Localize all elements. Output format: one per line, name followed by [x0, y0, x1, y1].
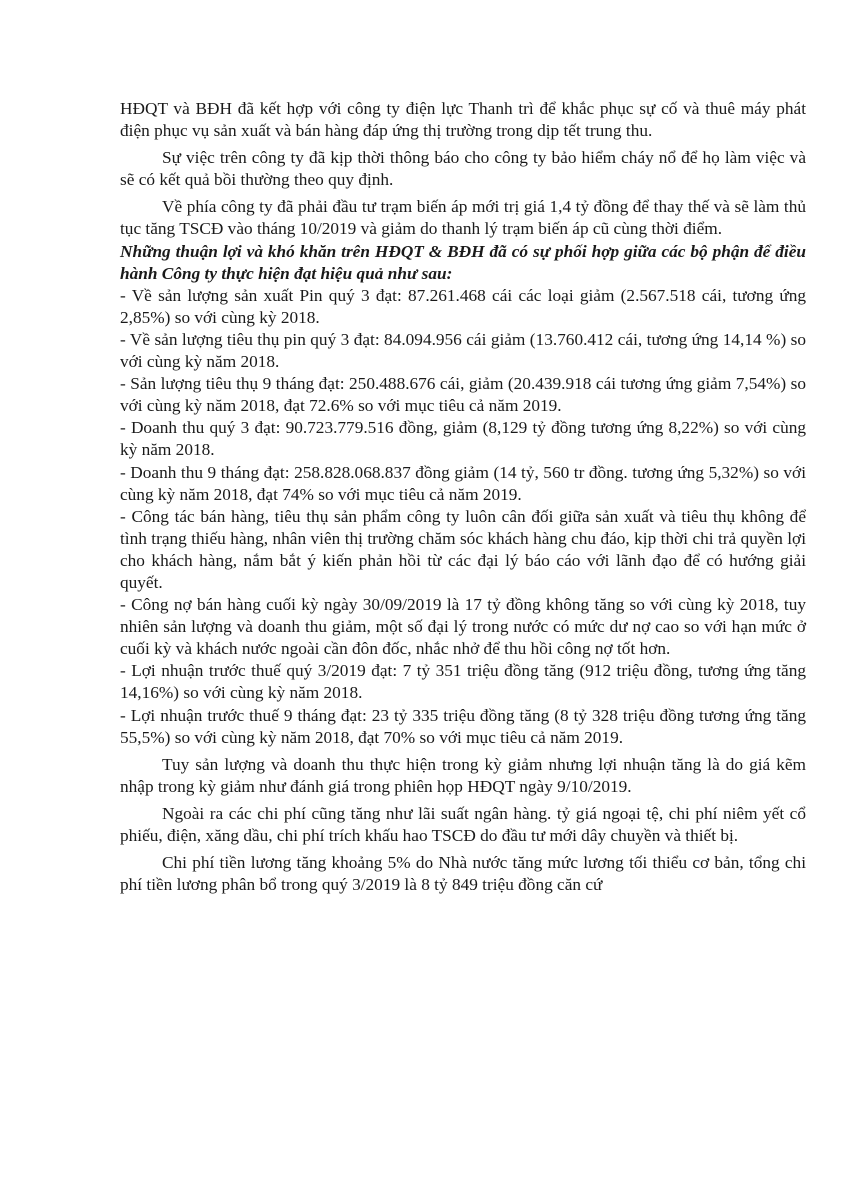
bullet-q3-revenue: - Doanh thu quý 3 đạt: 90.723.779.516 đồng, giảm (8,129 tỷ đồng tương ứng 8,22%) so với cùng kỳ năm 2018.	[120, 418, 806, 460]
paragraph-power-incident: HĐQT và BĐH đã kết hợp với công ty điện lực Thanh trì để khắc phục sự cố và thuê máy phát điện phục vụ sản xuất và bán hàng đáp ứng thị trường trong dịp tết trung thu.	[120, 99, 806, 141]
bullet-9month-sales-volume: - Sản lượng tiêu thụ 9 tháng đạt: 250.488.676 cái, giảm (20.439.918 cái tương ứng giảm 7,54%) so với cùng kỳ năm 2018, đạt 72.6% so với mục tiêu cả năm 2019.	[120, 374, 806, 416]
paragraph-other-costs: Ngoài ra các chi phí cũng tăng như lãi suất ngân hàng. tỷ giá ngoại tệ, chi phí niêm yết cổ phiếu, điện, xăng dầu, chi phí trích khấu hao TSCĐ do đầu tư mới dây chuyền và thiết bị.	[120, 803, 806, 845]
bullet-9month-profit: - Lợi nhuận trước thuế 9 tháng đạt: 23 tỷ 335 triệu đồng tăng (8 tỷ 328 triệu đồng tương ứng tăng 55,5%) so với cùng kỳ năm 2018, đạt 70% so với mục tiêu cả năm 2019.	[120, 705, 806, 747]
section-heading: Những thuận lợi và khó khăn trên HĐQT & BĐH đã có sự phối hợp giữa các bộ phận để điều hành Công ty thực hiện đạt hiệu quả như sau:	[120, 241, 806, 283]
bullet-q3-profit: - Lợi nhuận trước thuế quý 3/2019 đạt: 7 tỷ 351 triệu đồng tăng (912 triệu đồng, tương ứng tăng 14,16%) so với cùng kỳ năm 2018.	[120, 661, 806, 703]
document-page	[120, 98, 806, 896]
paragraph-insurance-notice: Sự việc trên công ty đã kịp thời thông báo cho công ty bảo hiểm cháy nổ để họ làm việc và sẽ có kết quả bồi thường theo quy định.	[120, 148, 806, 190]
bullet-sales-work: - Công tác bán hàng, tiêu thụ sản phẩm công ty luôn cân đối giữa sản xuất và tiêu thụ không để tình trạng thiếu hàng, nhân viên thị trường chăm sóc khách hàng chu đáo, kịp thời chi trả quyền lợi cho khách hàng, nắm bắt ý kiến phản hồi từ các đại lý báo cáo với lãnh đạo để có hướng giải quyết.	[120, 506, 806, 592]
bullet-production-output: - Về sản lượng sản xuất Pin quý 3 đạt: 87.261.468 cái các loại giảm (2.567.518 cái, tương ứng 2,85%) so với cùng kỳ 2018.	[120, 285, 806, 327]
paragraph-transformer-investment: Về phía công ty đã phải đầu tư trạm biến áp mới trị giá 1,4 tỷ đồng để thay thế và sẽ làm thủ tục tăng TSCĐ vào tháng 10/2019 và giảm do thanh lý trạm biến áp cũ cùng thời điểm.	[120, 197, 806, 239]
bullet-9month-revenue: - Doanh thu 9 tháng đạt: 258.828.068.837 đồng giảm (14 tỷ, 560 tr đồng. tương ứng 5,32%) so với cùng kỳ năm 2018, đạt 74% so với mục tiêu cả năm 2019.	[120, 462, 806, 504]
bullet-q3-sales-volume: - Về sản lượng tiêu thụ pin quý 3 đạt: 84.094.956 cái giảm (13.760.412 cái, tương ứng 14,14 %) so với cùng kỳ năm 2018.	[120, 329, 806, 372]
bullet-receivables: - Công nợ bán hàng cuối kỳ ngày 30/09/2019 là 17 tỷ đồng không tăng so với cùng kỳ 2018, tuy nhiên sản lượng và doanh thu giảm, một số đại lý trong nước có mức dư nợ cao so với hạn mức ở cuối kỳ và khách nước ngoài cần đôn đốc, nhắc nhở để thu hồi công nợ tốt hơn.	[120, 595, 806, 659]
paragraph-salary-costs: Chi phí tiền lương tăng khoảng 5% do Nhà nước tăng mức lương tối thiểu cơ bản, tổng chi phí tiền lương phân bổ trong quý 3/2019 là 8 tỷ 849 triệu đồng căn cứ	[120, 853, 806, 895]
paragraph-profit-explanation: Tuy sản lượng và doanh thu thực hiện trong kỳ giảm nhưng lợi nhuận tăng là do giá kẽm nhập trong kỳ giảm như đánh giá trong phiên họp HĐQT ngày 9/10/2019.	[120, 754, 806, 796]
